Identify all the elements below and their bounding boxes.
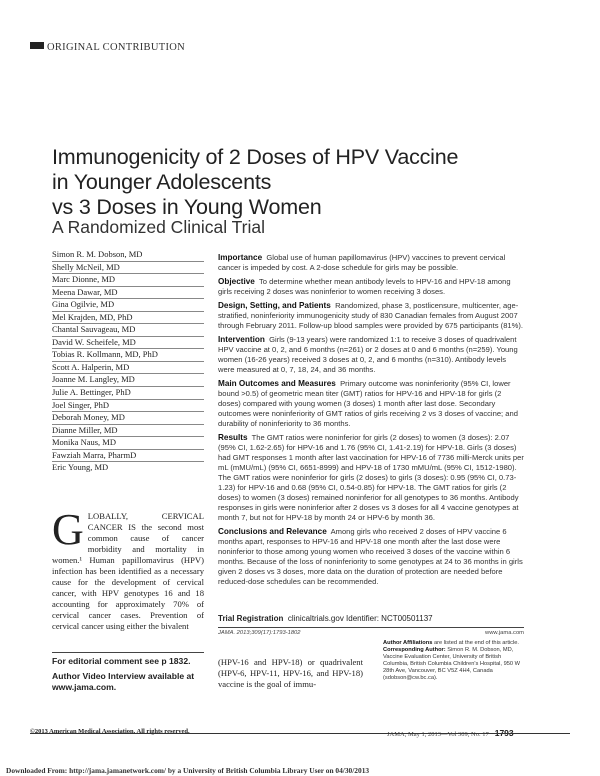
title-line: Immunogenicity of 2 Doses of HPV Vaccine	[52, 145, 459, 169]
author-name: Eric Young, MD	[52, 461, 204, 474]
drop-cap: G	[52, 505, 84, 554]
author-name: Mel Krajden, MD, PhD	[52, 311, 204, 324]
author-name: Chantal Sauvageau, MD	[52, 323, 204, 336]
author-name: Deborah Money, MD	[52, 411, 204, 424]
editorial-box	[52, 652, 204, 693]
author-name: Scott A. Halperin, MD	[52, 361, 204, 374]
abstract-section	[218, 379, 524, 429]
author-name: Gina Ogilvie, MD	[52, 298, 204, 311]
article-subtitle: A Randomized Clinical Trial	[52, 217, 266, 237]
abstract-section	[218, 277, 524, 297]
intro-paragraph	[52, 505, 204, 633]
abstract-section	[218, 301, 524, 331]
abstract-heading: Importance	[218, 253, 263, 262]
continued-paragraph: (HPV-16 and HPV-18) or quadrivalent (HPV-6, HPV-11, HPV-16, and HPV-18) vaccine is the goal of immu-	[218, 657, 363, 690]
author-list	[52, 249, 204, 474]
title-line: vs 3 Doses in Young Women	[52, 195, 322, 219]
author-affiliations	[383, 640, 524, 683]
abstract-heading: Intervention	[218, 335, 265, 344]
abstract-heading: Design, Setting, and Patients	[218, 301, 331, 310]
author-name: Monika Naus, MD	[52, 436, 204, 449]
author-name: Tobias R. Kollmann, MD, PhD	[52, 348, 204, 361]
abstract-heading: Results	[218, 433, 248, 442]
author-name: Dianne Miller, MD	[52, 424, 204, 437]
journal-footer-text: JAMA, May 1, 2013—Vol 309, No. 17	[387, 731, 489, 738]
author-name: Joanne M. Langley, MD	[52, 373, 204, 386]
author-name: Shelly McNeil, MD	[52, 261, 204, 274]
author-name: Fawziah Marra, PharmD	[52, 449, 204, 462]
abstract-section	[218, 527, 524, 587]
author-name: Joel Singer, PhD	[52, 399, 204, 412]
website-link[interactable]: www.jama.com	[485, 630, 524, 636]
abstract-heading: Conclusions and Relevance	[218, 527, 327, 536]
abstract-text: Randomized, phase 3, postlicensure, multicenter, age-stratified, noninferiority immunogenicity study of 830 Canadian females from August 2007 through February 2011. Follow-up blood samples were provided by 675 participants (81%).	[218, 301, 524, 330]
trial-registration-heading: Trial Registration	[218, 614, 284, 623]
affiliations-text: are listed at the end of this article.	[432, 640, 520, 646]
abstract-text: Global use of human papillomavirus (HPV) vaccines to prevent cervical cancer is impeded by cost. A 2-dose schedule for girls may be possible.	[218, 253, 506, 272]
footer-rule	[30, 733, 570, 734]
section-marker-bar	[30, 42, 44, 49]
author-video-link[interactable]: Author Video Interview available at www.jama.com.	[52, 671, 195, 692]
affiliations-heading: Author Affiliations	[383, 640, 433, 646]
author-name: Meena Dawar, MD	[52, 286, 204, 299]
journal-citation: JAMA. 2013;309(17):1793-1802	[218, 630, 301, 636]
abstract-text: Among girls who received 2 doses of HPV vaccine 6 months apart, responses to HPV-16 and HPV-18 one month after the last dose were noninferior to those among young women who received 3 doses of the vaccine within 6 months. Because of the loss of noninferiority to some genotypes at 24 to 36 months in girls given 2 doses vs 3 doses, more data on the duration of protection are needed before reduced-dose schedules can be recommended.	[218, 527, 523, 586]
abstract-text: To determine whether mean antibody levels to HPV-16 and HPV-18 among girls receiving 2 doses was noninferior to women receiving 3 doses.	[218, 277, 511, 296]
abstract-text: Primary outcome was noninferiority (95% CI, lower bound >0.5) of geometric mean titer (GMT) ratios for HPV-16 and HPV-18 for girls (2 doses) compared with young women (3 doses) 1 month after last dose. Secondary outcomes were noninferiority of GMT ratios of girls receiving 2 vs 3 doses of vaccine; and durability of noninferiority to 36 months.	[218, 379, 518, 428]
article-title	[52, 145, 572, 220]
copyright: ©2013 American Medical Association. All rights reserved.	[30, 728, 190, 735]
title-line: in Younger Adolescents	[52, 170, 272, 194]
download-line: Downloaded From: http://jama.jamanetwork.com/ by a University of British Columbia Library User on 04/30/2013	[6, 766, 370, 775]
author-name: David W. Scheifele, MD	[52, 336, 204, 349]
abstract-section	[218, 253, 524, 273]
abstract-heading: Main Outcomes and Measures	[218, 379, 336, 388]
abstract-section	[218, 433, 524, 523]
author-name: Julie A. Bettinger, PhD	[52, 386, 204, 399]
abstract-section	[218, 335, 524, 375]
trial-registration	[218, 614, 524, 623]
abstract-text: The GMT ratios were noninferior for girls (2 doses) to women (3 doses): 2.07 (95% CI, 1.62-2.65) for HPV-16 and 1.76 (95% CI, 1.41-2.19) for HPV-18. Girls (3 doses) had GMT responses 1 month after last vaccination for HPV-16 of 7736 milli-Merck units per mL (mMU/mL) (95% CI, 6651-8999) and HPV-18 of 1730 mMU/mL (95% CI, 1512-1980). The GMT ratios were noninferior for girls (2 doses) to girls (3 doses): 0.95 (95% CI, 0.73-1.23) for HPV-16 and 0.68 (95% CI, 0.54-0.85) for HPV-18. The GMT ratios for girls (2 doses) to women (3 doses) remained noninferior for all genotypes to 36 months. Antibody responses in girls were noninferior after 2 doses vs 3 doses for all 4 vaccine genotypes at month 7, but not for HPV-18 by month 24 or HPV-6 by month 36.	[218, 433, 524, 522]
corresponding-author-heading: Corresponding Author:	[383, 647, 446, 654]
section-label	[30, 42, 570, 53]
section-label-text: ORIGINAL CONTRIBUTION	[47, 42, 186, 53]
abstract	[218, 253, 524, 591]
author-name: Marc Dionne, MD	[52, 273, 204, 286]
abstract-text: Girls (9-13 years) were randomized 1:1 to receive 3 doses of quadrivalent HPV vaccine at 0, 2, and 6 months (n=261) or 2 doses at 0 and 6 months (n=259). Young women (16-26 years) received 3 doses at 0, 2, and 6 months (n=310). Antibody levels were measured at 0, 7, 18, 24, and 36 months.	[218, 335, 518, 374]
trial-registration-text: clinicaltrials.gov Identifier: NCT00501137	[287, 614, 433, 623]
page-number: 1793	[494, 728, 514, 738]
intro-lead: LOBALLY, CERVICAL CANCER IS	[87, 511, 204, 533]
editorial-comment-link[interactable]: For editorial comment see p 1832.	[52, 656, 191, 666]
abstract-heading: Objective	[218, 277, 255, 286]
author-name: Simon R. M. Dobson, MD	[52, 249, 143, 259]
intro-text: the second most common cause of cancer morbidity and mortality in women.¹ Human papillomavirus (HPV) infection has been identified as a necessary cause for the development of cervical cancer, with HPV genotypes 16 and 18 accounting for approximately 70% of cervical cancer cases. Prevention of cervical cancer using either the bivalent	[52, 522, 204, 632]
corresponding-author-text: Simon R. M. Dobson, MD, Vaccine Evaluation Center, University of British Columbia, British Columbia Children's Hospital, 950 W 28th Ave, Vancouver, BC V5Z 4H4, Canada (sdobson@cw.bc.ca).	[383, 647, 521, 682]
citation-bar	[218, 627, 524, 636]
